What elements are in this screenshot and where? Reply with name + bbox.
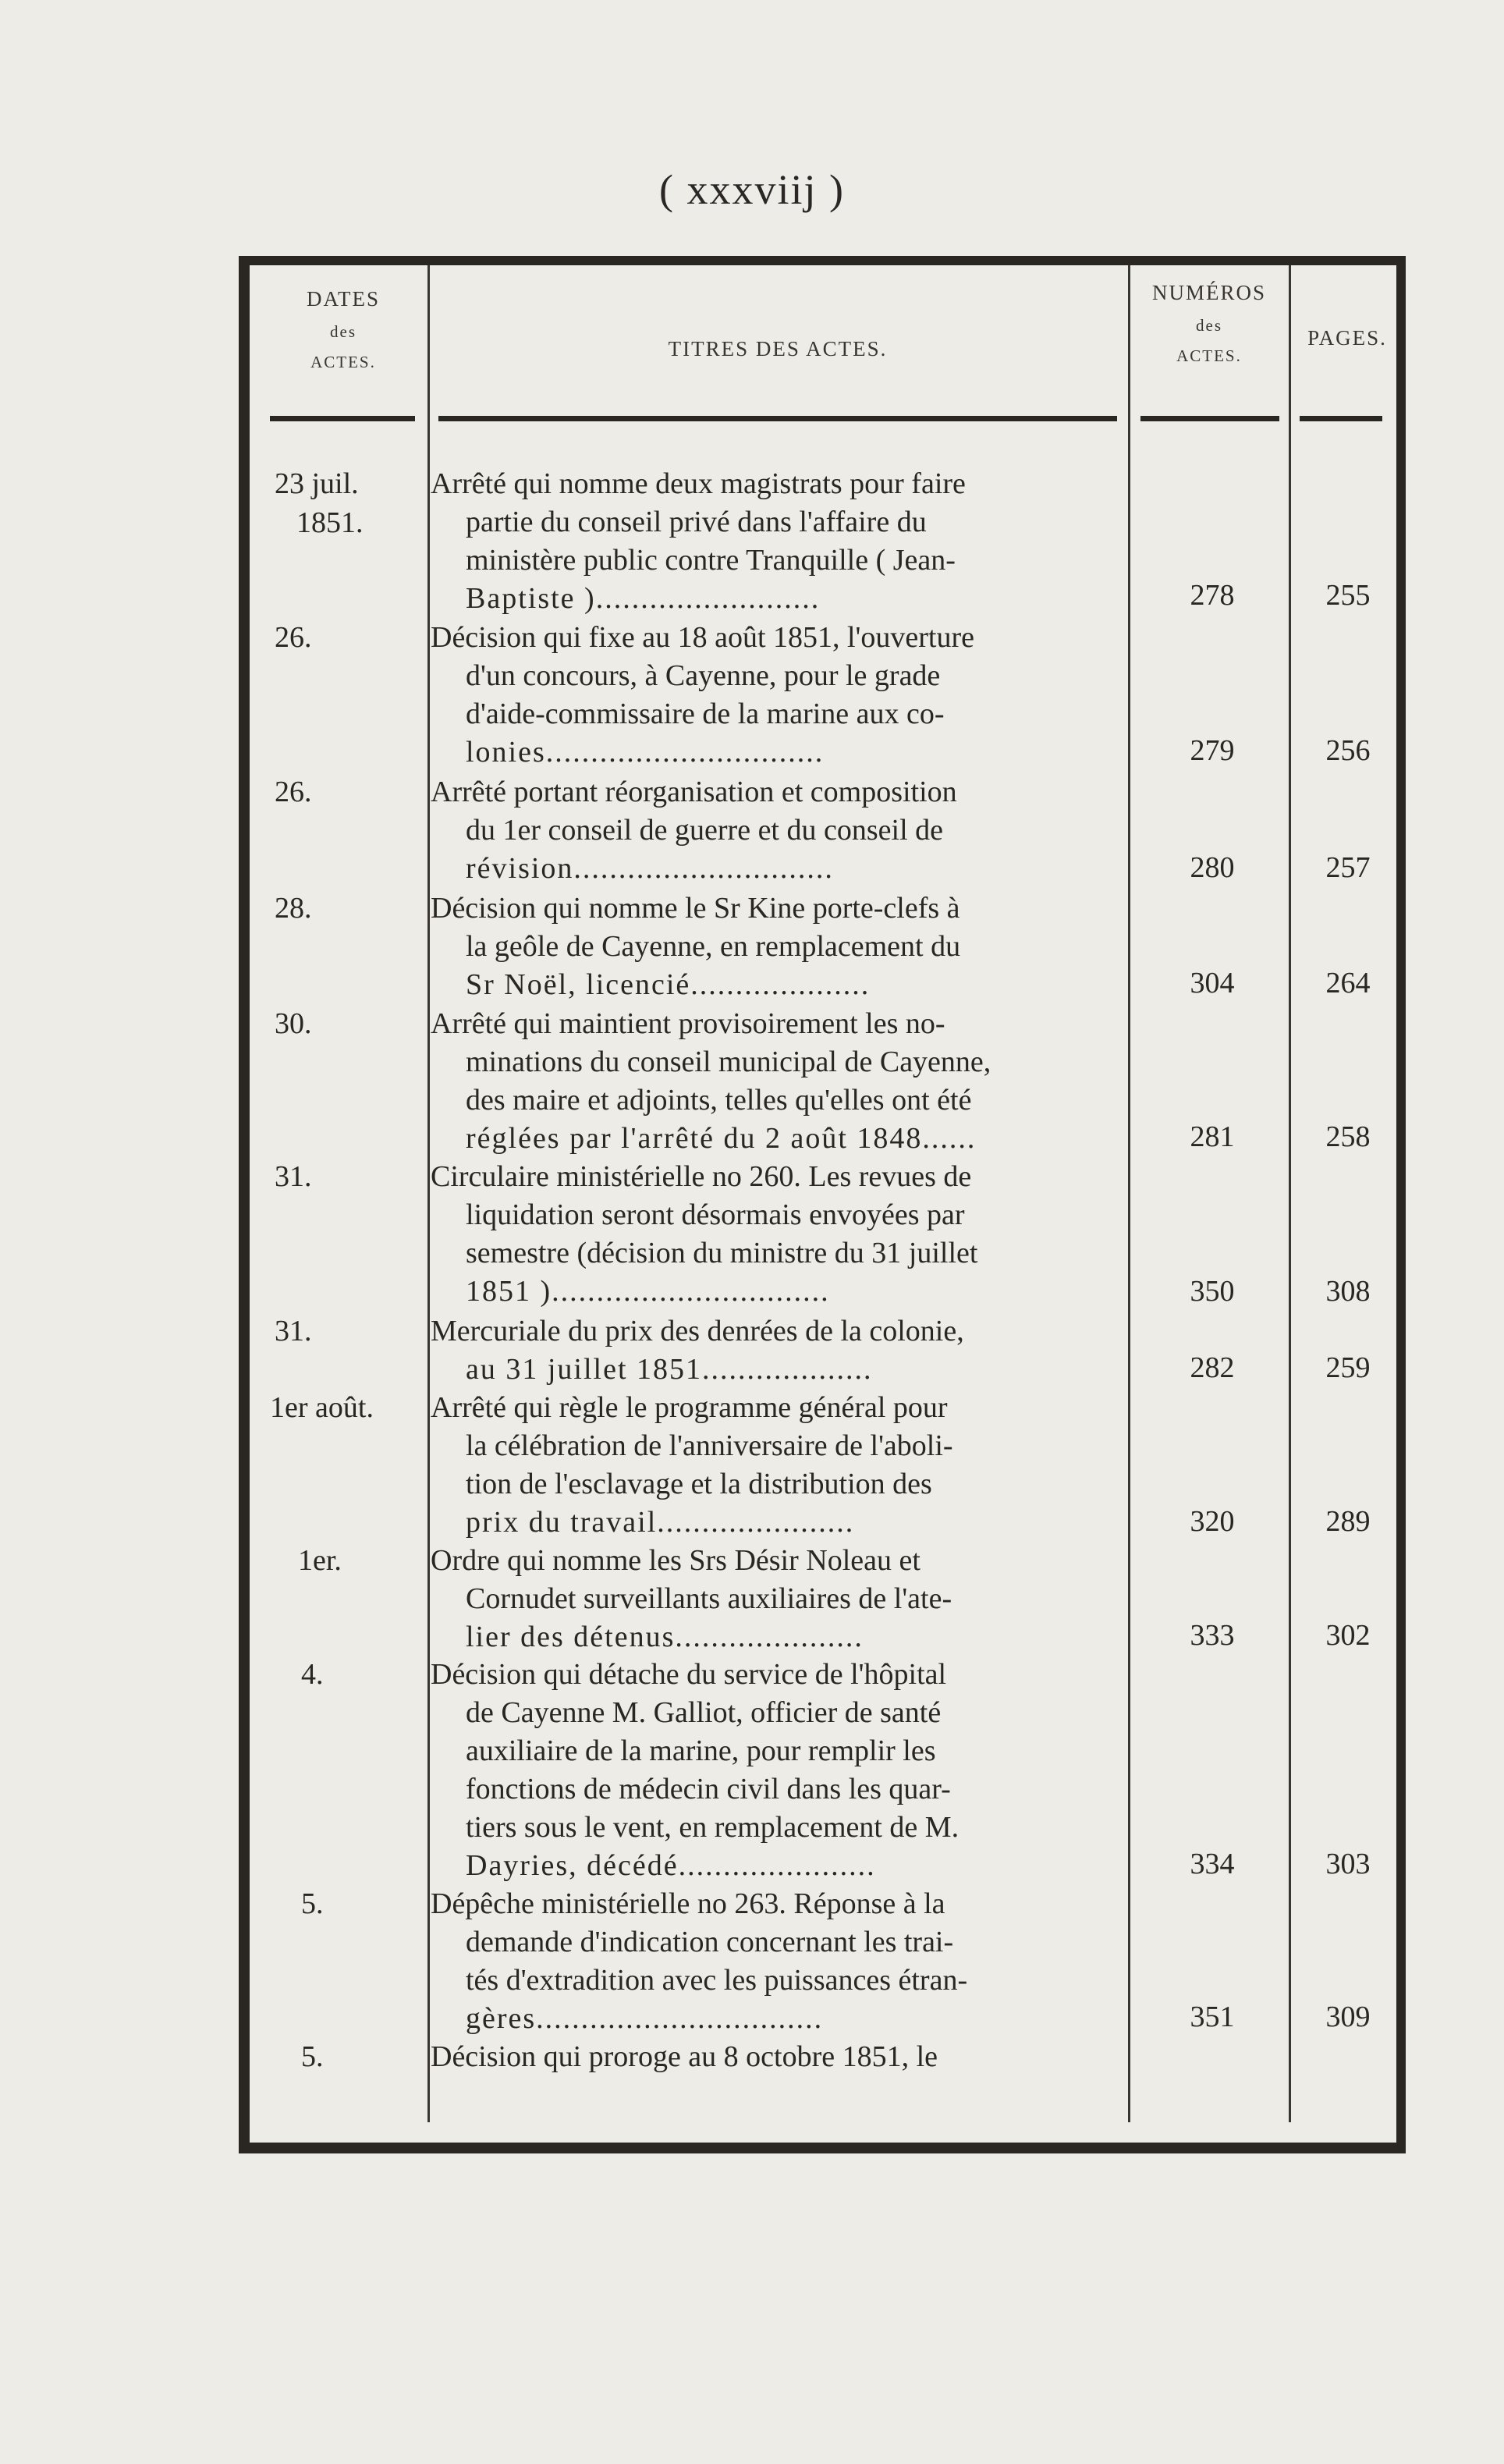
act-title-line: Circulaire ministérielle no 260. Les revues de	[431, 1160, 972, 1193]
header-dates-line: ACTES.	[310, 353, 376, 371]
act-page: 309	[1325, 2001, 1371, 2033]
act-number: 278	[1190, 579, 1235, 612]
act-date: 1er août.	[270, 1391, 374, 1424]
act-page: 264	[1325, 967, 1371, 999]
act-title-line: liquidation seront désormais envoyées par	[466, 1198, 965, 1231]
act-title	[431, 1389, 1122, 1542]
act-title	[431, 1005, 1122, 1158]
act-title-line: demande d'indication concernant les trai-	[466, 1926, 954, 1958]
act-title	[431, 1656, 1122, 1885]
act-title-line: tés d'extradition avec les puissances étran-	[466, 1964, 968, 1997]
act-title-line: Décision qui détache du service de l'hôpital	[431, 1658, 947, 1691]
act-title-line: Ordre qui nomme les Srs Désir Noleau et	[431, 1544, 920, 1577]
act-title-line: gères................................	[466, 2002, 824, 2035]
act-title-line: prix du travail......................	[466, 1506, 855, 1539]
act-title-line: 1851 )...............................	[466, 1275, 830, 1308]
act-title	[431, 773, 1122, 888]
act-year: 1851.	[296, 506, 364, 539]
act-title-line: réglées par l'arrêté du 2 août 1848......	[466, 1122, 977, 1155]
act-number: 281	[1190, 1120, 1235, 1153]
act-number: 280	[1190, 851, 1235, 884]
act-title-line: Arrêté portant réorganisation et composition	[431, 776, 957, 808]
act-date: 31.	[275, 1315, 312, 1347]
act-number: 351	[1190, 2001, 1235, 2033]
header-titles: TITRES DES ACTES.	[668, 337, 888, 360]
act-page: 259	[1325, 1351, 1371, 1384]
act-title-line: partie du conseil privé dans l'affaire du	[466, 506, 927, 538]
act-page: 289	[1325, 1505, 1371, 1538]
act-page: 308	[1325, 1275, 1371, 1308]
act-title-line: Arrêté qui nomme deux magistrats pour faire	[431, 467, 966, 500]
act-title-line: lonies...............................	[466, 736, 825, 769]
act-number: 282	[1190, 1351, 1235, 1384]
header-rule	[1300, 416, 1382, 421]
act-title-line: la geôle de Cayenne, en remplacement du	[466, 930, 961, 963]
act-date: 30.	[275, 1007, 312, 1040]
column-divider	[1289, 265, 1291, 2122]
act-title-line: ministère public contre Tranquille ( Jean-	[466, 544, 956, 577]
act-page: 303	[1325, 1848, 1371, 1880]
act-page: 258	[1325, 1120, 1371, 1153]
act-date: 23 juil.	[275, 467, 359, 500]
act-title-line: Décision qui nomme le Sr Kine porte-clefs à	[431, 892, 960, 925]
header-pages: PAGES.	[1307, 326, 1387, 350]
act-title-line: du 1er conseil de guerre et du conseil de	[466, 814, 943, 847]
act-title	[431, 1312, 1122, 1389]
act-date: 4.	[301, 1658, 324, 1691]
act-date: 5.	[301, 2040, 324, 2073]
act-title-line: au 31 juillet 1851...................	[466, 1353, 873, 1386]
act-title-line: d'aide-commissaire de la marine aux co-	[466, 698, 945, 730]
act-page: 257	[1325, 851, 1371, 884]
act-title	[431, 1542, 1122, 1656]
act-title-line: des maire et adjoints, telles qu'elles ont été	[466, 1084, 972, 1117]
act-date: 5.	[301, 1887, 324, 1920]
act-title-line: Mercuriale du prix des denrées de la colonie,	[431, 1315, 964, 1347]
header-rule	[1140, 416, 1279, 421]
page-number: ( xxxviij )	[659, 166, 845, 213]
header-rule	[270, 416, 415, 421]
act-title-line: Sr Noël, licencié....................	[466, 968, 871, 1001]
act-title-line: lier des détenus.....................	[466, 1621, 864, 1653]
act-title-line: semestre (décision du ministre du 31 juillet	[466, 1237, 978, 1269]
act-page: 302	[1325, 1619, 1371, 1652]
act-title-line: Arrêté qui maintient provisoirement les no-	[431, 1007, 945, 1040]
header-rule	[438, 416, 1117, 421]
header-numbers	[1130, 281, 1289, 366]
act-date: 26.	[275, 776, 312, 808]
header-dates-line: DATES	[306, 287, 380, 311]
act-title-line: d'un concours, à Cayenne, pour le grade	[466, 659, 941, 692]
act-page: 256	[1325, 734, 1371, 767]
act-number: 333	[1190, 1619, 1235, 1652]
act-date: 31.	[275, 1160, 312, 1193]
act-number: 334	[1190, 1848, 1235, 1880]
column-divider	[1128, 265, 1130, 2122]
act-title-line: Dépêche ministérielle no 263. Réponse à la	[431, 1887, 945, 1920]
act-date: 26.	[275, 621, 312, 654]
act-title-line: Décision qui fixe au 18 août 1851, l'ouverture	[431, 621, 975, 654]
act-title-line: Décision qui proroge au 8 octobre 1851, le	[431, 2040, 938, 2073]
act-title-line: de Cayenne M. Galliot, officier de santé	[466, 1696, 942, 1729]
act-number: 304	[1190, 967, 1235, 999]
act-number: 320	[1190, 1505, 1235, 1538]
act-title-line: Arrêté qui règle le programme général pour	[431, 1391, 948, 1424]
act-page: 255	[1325, 579, 1371, 612]
act-title-line: la célébration de l'anniversaire de l'aboli-	[466, 1429, 953, 1462]
act-number: 350	[1190, 1275, 1235, 1308]
header-numbers-line: ACTES.	[1176, 346, 1242, 365]
act-title	[431, 2038, 1122, 2076]
act-title-line: Baptiste ).........................	[466, 582, 821, 615]
act-title-line: tion de l'esclavage et la distribution des	[466, 1468, 932, 1500]
act-title-line: Dayries, décédé......................	[466, 1849, 876, 1882]
act-title-line: minations du conseil municipal de Cayenne,	[466, 1046, 991, 1078]
header-numbers-line: des	[1196, 316, 1222, 335]
act-title	[431, 889, 1122, 1004]
header-dates	[257, 287, 429, 372]
act-date: 1er.	[298, 1544, 342, 1577]
header-numbers-line: NUMÉROS	[1151, 281, 1267, 304]
act-title-line: tiers sous le vent, en remplacement de M.	[466, 1811, 960, 1844]
act-title-line: révision.............................	[466, 852, 834, 885]
act-title	[431, 465, 1122, 618]
act-title	[431, 1885, 1122, 2038]
column-divider	[427, 265, 430, 2122]
act-title	[431, 1158, 1122, 1311]
act-title-line: Cornudet surveillants auxiliaires de l'ate-	[466, 1582, 952, 1615]
act-title	[431, 619, 1122, 772]
header-dates-line: des	[330, 322, 356, 341]
act-number: 279	[1190, 734, 1235, 767]
act-title-line: fonctions de médecin civil dans les quar-	[466, 1773, 951, 1805]
act-date: 28.	[275, 892, 312, 925]
act-title-line: auxiliaire de la marine, pour remplir les	[466, 1734, 936, 1767]
